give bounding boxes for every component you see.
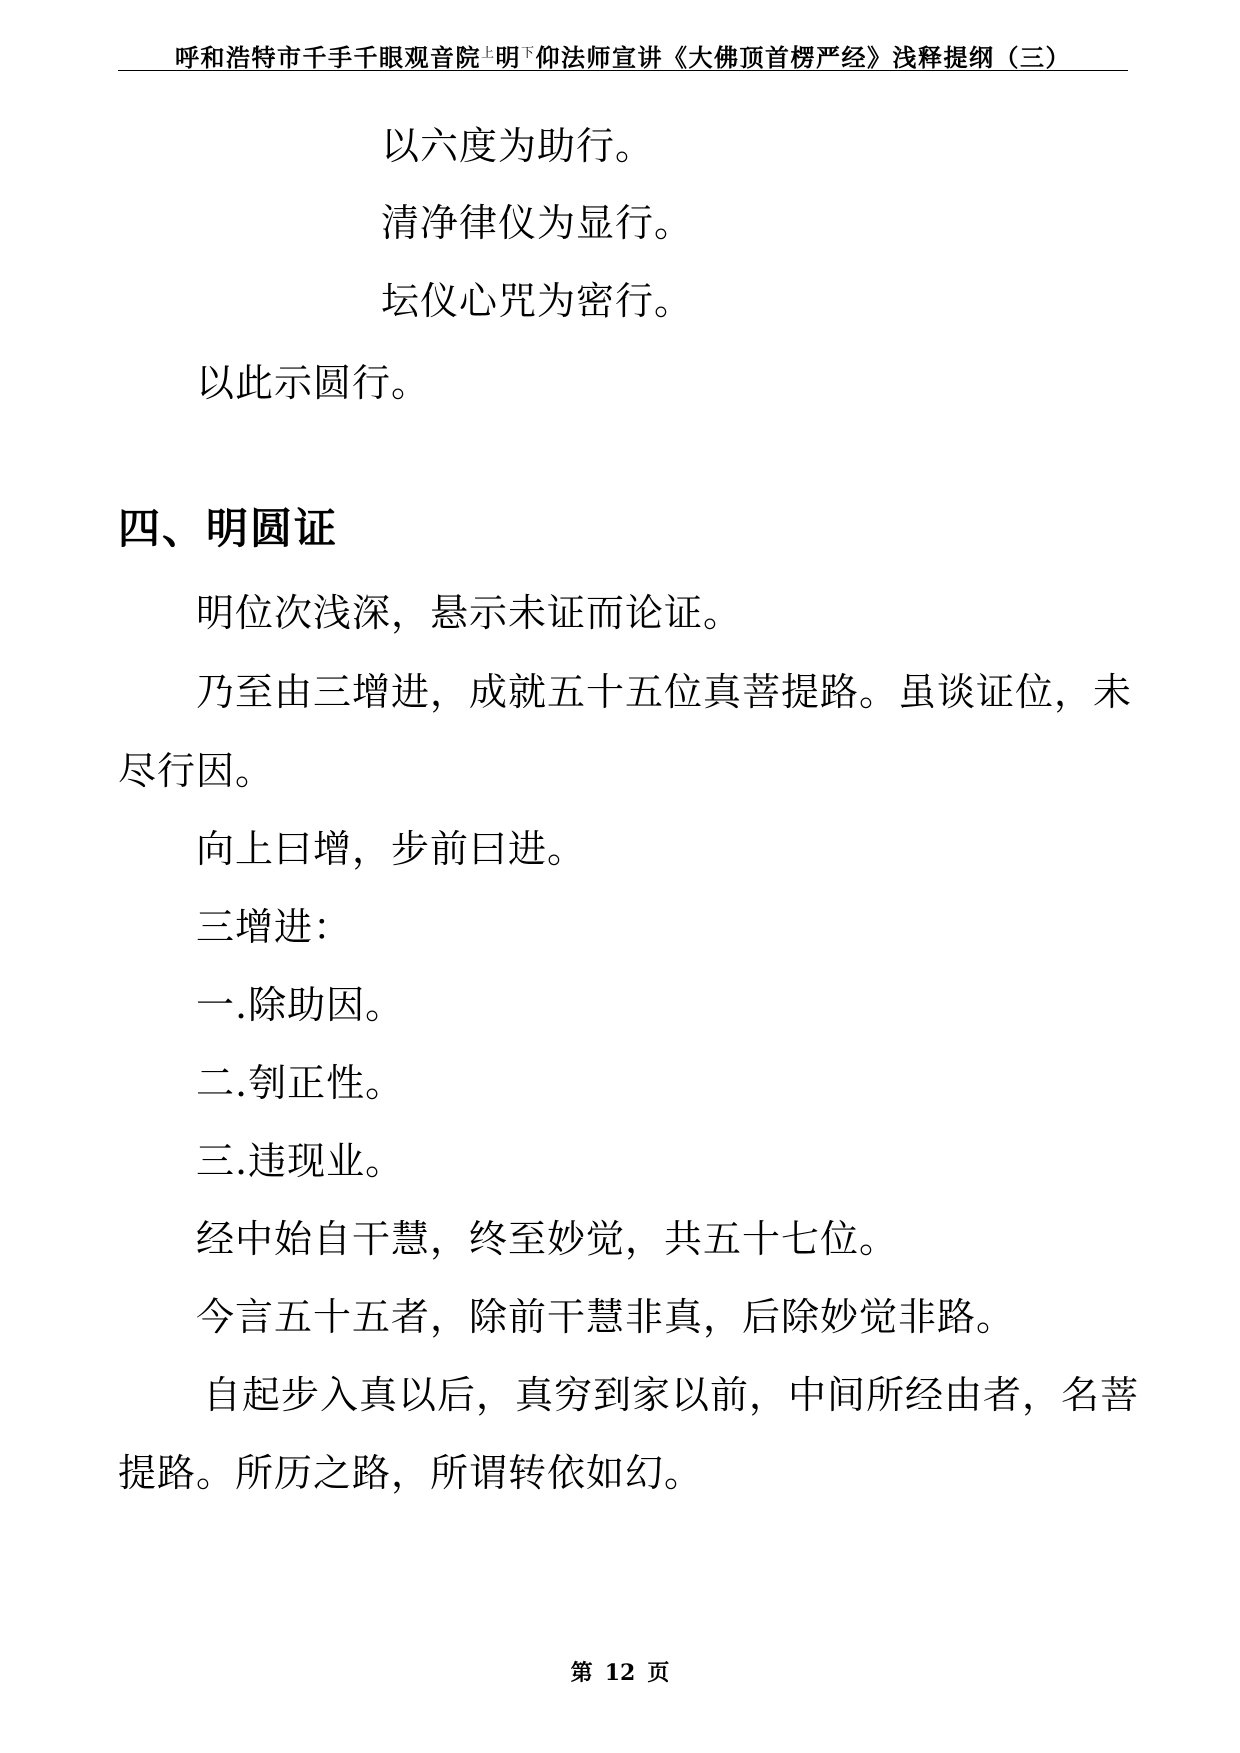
section-line-4: 向上曰增，步前曰进。 (196, 827, 587, 871)
header-divider (118, 70, 1128, 71)
footer-prefix: 第 (570, 1660, 593, 1686)
section-line-8: 三.违现业。 (196, 1139, 405, 1183)
section-line-10: 今言五十五者，除前干慧非真，后除妙觉非路。 (196, 1295, 1016, 1339)
running-header (118, 38, 1128, 73)
section-line-7: 二.刳正性。 (196, 1061, 405, 1105)
header-superscript-upper: 上 (480, 46, 496, 61)
section-line-2: 乃至由三增进，成就五十五位真菩提路。虽谈证位，未 (196, 670, 1133, 714)
header-title-part1: 呼和浩特市千手千眼观音院 (174, 43, 481, 72)
section-heading: 四、明圆证 (118, 504, 339, 553)
section-line-5: 三增进： (196, 905, 353, 949)
body-line-2: 清净律仪为显行。 (381, 201, 694, 245)
header-title-part2: 明 (495, 43, 521, 72)
section-line-11: 自起步入真以后，真穷到家以前，中间所经由者，名菩 (203, 1373, 1140, 1417)
header-superscript-lower: 下 (521, 46, 536, 61)
footer-suffix: 页 (647, 1660, 670, 1686)
body-line-3: 坛仪心咒为密行。 (381, 279, 694, 323)
body-line-4: 以此示圆行。 (196, 361, 431, 405)
page-footer (0, 1656, 1240, 1687)
section-line-3: 尽行因。 (118, 749, 275, 793)
body-line-1: 以六度为助行。 (381, 124, 655, 168)
section-line-1: 明位次浅深，悬示未证而论证。 (196, 591, 743, 635)
section-line-12: 提路。所历之路，所谓转依如幻。 (118, 1451, 704, 1495)
section-line-6: 一.除助因。 (196, 983, 405, 1027)
page-number: 12 (604, 1660, 636, 1686)
header-title-part3: 仰法师宣讲《大佛顶首楞严经》浅释提纲（三） (535, 43, 1072, 72)
section-line-9: 经中始自干慧，终至妙觉，共五十七位。 (196, 1217, 899, 1261)
